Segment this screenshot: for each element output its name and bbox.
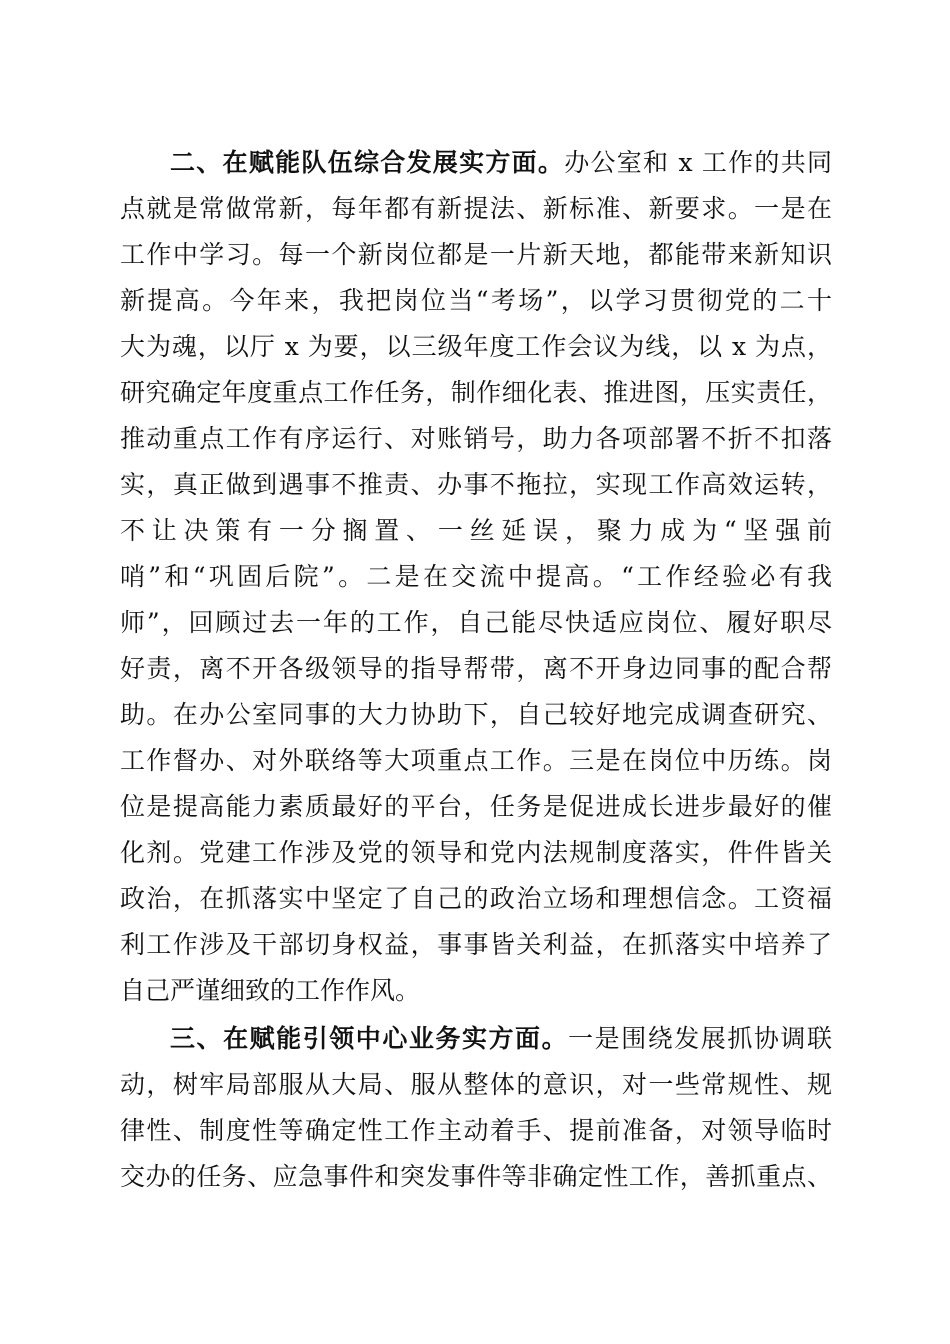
paragraph-2-line-4: 新提高。今年来，我把岗位当“考场”，以学习贯彻党的二十 bbox=[120, 286, 832, 315]
paragraph-2-text: 办公室和 x 工作的共同 bbox=[564, 148, 832, 177]
paragraph-2-line-9: 不让决策有一分搁置、一丝延误，聚力成为“坚强前 bbox=[120, 516, 832, 545]
paragraph-2-line-2: 点就是常做常新，每年都有新提法、新标准、新要求。一是在 bbox=[120, 194, 832, 223]
paragraph-3-line-1 bbox=[170, 1016, 832, 1062]
paragraph-2-line-10: 哨”和“巩固后院”。二是在交流中提高。“工作经验必有我 bbox=[120, 562, 832, 591]
paragraph-2-line-8: 实，真正做到遇事不推责、办事不拖拉，实现工作高效运转， bbox=[120, 470, 832, 499]
paragraph-2-line-12: 好责，离不开各级领导的指导帮带，离不开身边同事的配合帮 bbox=[120, 654, 832, 683]
paragraph-2-line-14: 工作督办、对外联络等大项重点工作。三是在岗位中历练。岗 bbox=[120, 746, 832, 775]
paragraph-3-heading: 三、在赋能引领中心业务实方面。 bbox=[170, 1024, 569, 1053]
paragraph-2-line-3: 工作中学习。每一个新岗位都是一片新天地，都能带来新知识 bbox=[120, 240, 832, 269]
paragraph-2-line-18: 利工作涉及干部切身权益，事事皆关利益，在抓落实中培养了 bbox=[120, 930, 832, 959]
paragraph-3-line-3: 律性、制度性等确定性工作主动着手、提前准备，对领导临时 bbox=[120, 1116, 832, 1145]
paragraph-2-line-7: 推动重点工作有序运行、对账销号，助力各项部署不折不扣落 bbox=[120, 424, 832, 453]
paragraph-2-line-16: 化剂。党建工作涉及党的领导和党内法规制度落实，件件皆关 bbox=[120, 838, 832, 867]
paragraph-3-line-4: 交办的任务、应急事件和突发事件等非确定性工作，善抓重点、 bbox=[120, 1162, 832, 1191]
paragraph-2-heading: 二、在赋能队伍综合发展实方面。 bbox=[170, 148, 565, 177]
paragraph-3-text: 一是围绕发展抓协调联 bbox=[568, 1024, 832, 1053]
paragraph-2-line-11: 师”，回顾过去一年的工作，自己能尽快适应岗位、履好职尽 bbox=[120, 608, 832, 637]
paragraph-2-line-17: 政治，在抓落实中坚定了自己的政治立场和理想信念。工资福 bbox=[120, 884, 832, 913]
paragraph-2-line-13: 助。在办公室同事的大力协助下，自己较好地完成调查研究、 bbox=[120, 700, 832, 729]
paragraph-3-line-2: 动，树牢局部服从大局、服从整体的意识，对一些常规性、规 bbox=[120, 1070, 832, 1099]
paragraph-2-line-1 bbox=[170, 140, 832, 186]
paragraph-2-line-6: 研究确定年度重点工作任务，制作细化表、推进图，压实责任， bbox=[120, 378, 832, 407]
paragraph-2-line-15: 位是提高能力素质最好的平台，任务是促进成长进步最好的催 bbox=[120, 792, 832, 821]
paragraph-2-line-5: 大为魂，以厅 x 为要，以三级年度工作会议为线，以 x 为点， bbox=[120, 332, 832, 361]
paragraph-2-line-19: 自己严谨细致的工作作风。 bbox=[120, 976, 421, 1005]
